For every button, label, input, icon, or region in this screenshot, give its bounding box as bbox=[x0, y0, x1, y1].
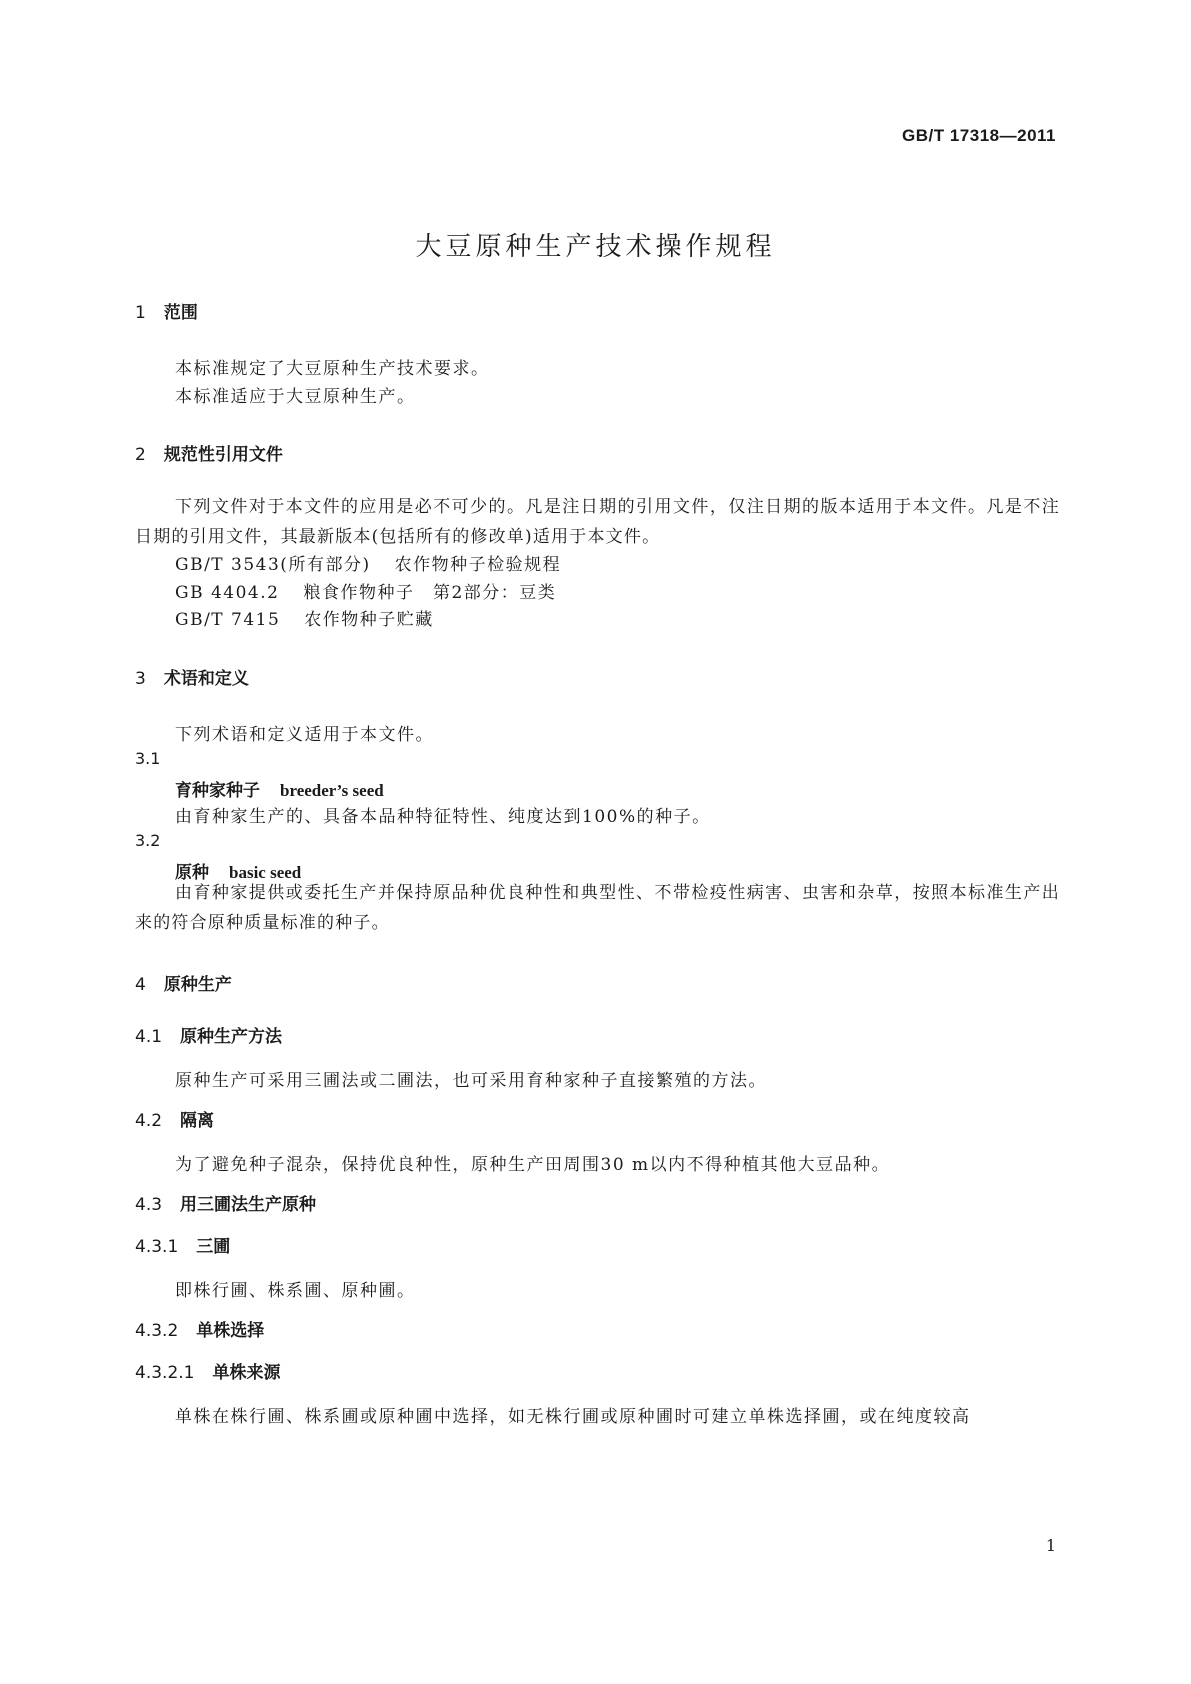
section-title: 隔离 bbox=[180, 1111, 215, 1131]
section-title: 单株来源 bbox=[212, 1363, 281, 1383]
section-1-heading bbox=[135, 298, 198, 323]
section-number: 4 bbox=[135, 975, 146, 995]
term-definition: 由育种家提供或委托生产并保持原品种优良种性和典型性、不带检疫性病害、虫害和杂草，按照本标准生产出来的符合原种质量标准的种子。 bbox=[135, 883, 1060, 933]
reference-code: GB 4404.2 bbox=[175, 583, 280, 603]
term-number: 3.2 bbox=[135, 831, 161, 850]
reference-item bbox=[175, 578, 556, 603]
section-4-heading bbox=[135, 970, 232, 995]
term-number: 3.1 bbox=[135, 749, 161, 768]
section-title: 用三圃法生产原种 bbox=[180, 1195, 317, 1215]
term-name: 原种 bbox=[175, 863, 209, 883]
page-number: 1 bbox=[1045, 1536, 1056, 1555]
section-number: 4.2 bbox=[135, 1111, 163, 1131]
section-3-heading bbox=[135, 664, 249, 689]
reference-title: 粮食作物种子 第2部分：豆类 bbox=[303, 583, 557, 603]
section-number: 4.1 bbox=[135, 1027, 163, 1047]
section-title: 范围 bbox=[163, 303, 198, 323]
section-title: 原种生产方法 bbox=[180, 1027, 283, 1047]
subsection-heading bbox=[135, 1106, 214, 1131]
term-name: 育种家种子 bbox=[175, 781, 260, 801]
section-2-heading bbox=[135, 440, 283, 465]
term-heading bbox=[175, 776, 384, 801]
paragraph: 单株在株行圃、株系圃或原种圃中选择，如无株行圃或原种圃时可建立单株选择圃，或在纯度较高 bbox=[175, 1407, 971, 1427]
section-number: 1 bbox=[135, 303, 146, 323]
reference-item bbox=[175, 605, 434, 630]
term-english: basic seed bbox=[229, 863, 302, 882]
reference-item bbox=[175, 550, 561, 575]
reference-code: GB/T 7415 bbox=[175, 610, 281, 630]
paragraph: 下列术语和定义适用于本文件。 bbox=[175, 725, 434, 745]
subsection-heading bbox=[135, 1316, 264, 1341]
paragraph: 下列文件对于本文件的应用是必不可少的。凡是注日期的引用文件，仅注日期的版本适用于本文件。凡是不注日期的引用文件，其最新版本(包括所有的修改单)适用于本文件。 bbox=[135, 497, 1060, 547]
section-title: 三圃 bbox=[196, 1237, 231, 1257]
section-number: 2 bbox=[135, 445, 146, 465]
section-number: 3 bbox=[135, 669, 146, 689]
subsection-heading bbox=[135, 1232, 230, 1257]
section-number: 4.3.2 bbox=[135, 1321, 179, 1341]
paragraph: 为了避免种子混杂，保持优良种性，原种生产田周围30 m以内不得种植其他大豆品种。 bbox=[175, 1155, 891, 1175]
paragraph: 即株行圃、株系圃、原种圃。 bbox=[175, 1281, 416, 1301]
paragraph: 本标准适应于大豆原种生产。 bbox=[175, 387, 416, 407]
section-title: 术语和定义 bbox=[163, 669, 249, 689]
section-number: 4.3.2.1 bbox=[135, 1363, 195, 1383]
term-definition: 由育种家生产的、具备本品种特征特性、纯度达到100%的种子。 bbox=[175, 807, 711, 827]
subsection-heading bbox=[135, 1358, 280, 1383]
standard-number: GB/T 17318—2011 bbox=[902, 126, 1056, 145]
paragraph: 本标准规定了大豆原种生产技术要求。 bbox=[175, 359, 490, 379]
subsection-heading bbox=[135, 1190, 316, 1215]
section-title: 规范性引用文件 bbox=[163, 445, 283, 465]
document-title: 大豆原种生产技术操作规程 bbox=[415, 232, 776, 262]
section-title: 原种生产 bbox=[163, 975, 232, 995]
reference-code: GB/T 3543(所有部分) bbox=[175, 555, 371, 575]
subsection-heading bbox=[135, 1022, 282, 1047]
reference-title: 农作物种子检验规程 bbox=[394, 555, 562, 575]
term-english: breeder’s seed bbox=[280, 781, 384, 800]
paragraph: 原种生产可采用三圃法或二圃法，也可采用育种家种子直接繁殖的方法。 bbox=[175, 1071, 767, 1091]
section-number: 4.3 bbox=[135, 1195, 163, 1215]
section-title: 单株选择 bbox=[196, 1321, 265, 1341]
reference-title: 农作物种子贮藏 bbox=[304, 610, 434, 630]
section-number: 4.3.1 bbox=[135, 1237, 179, 1257]
